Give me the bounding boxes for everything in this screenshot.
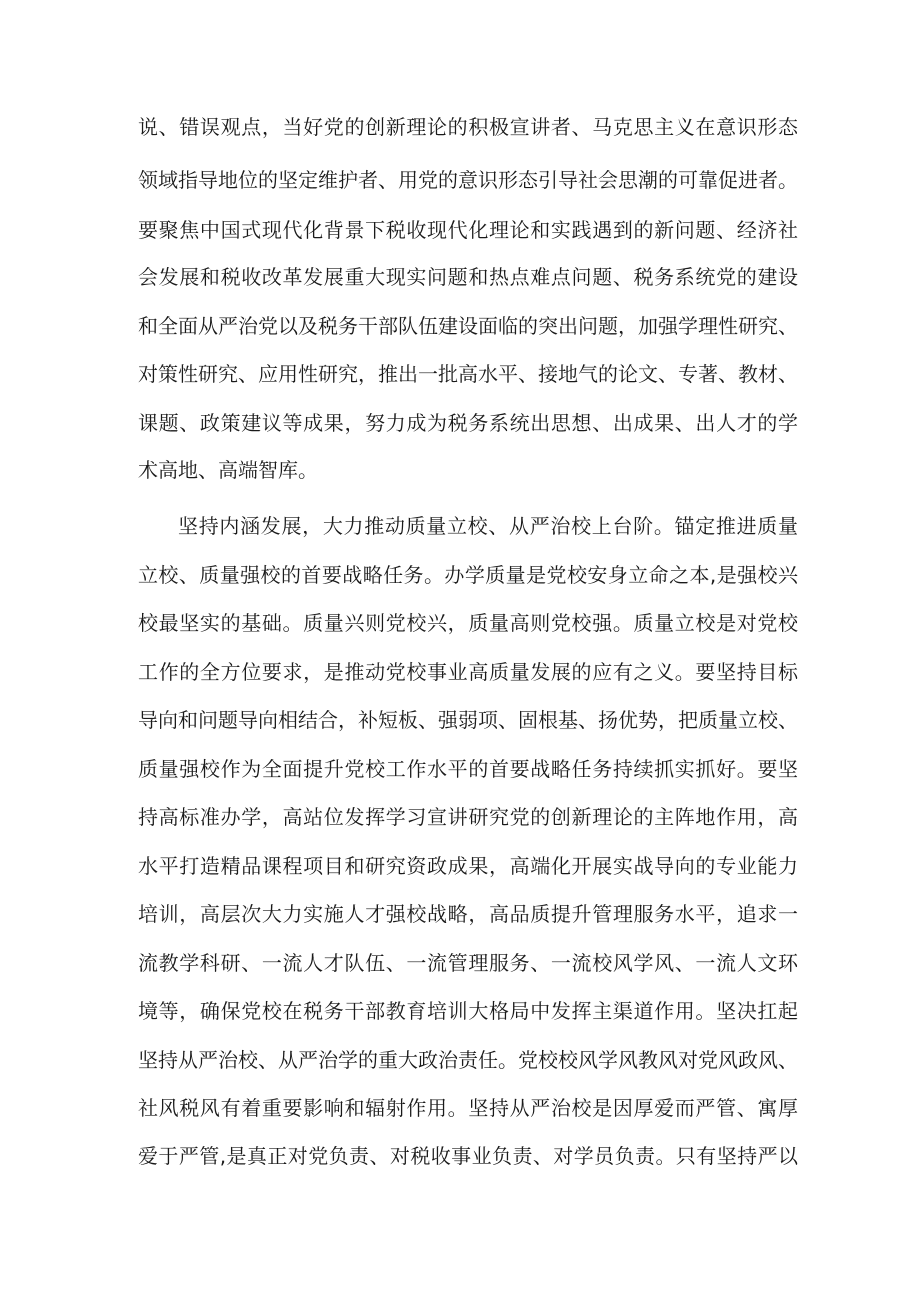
text-line: 坚持从严治校、从严治学的重大政治责任。党校校风学风教风对党风政风、	[138, 1048, 798, 1072]
text-line: 术高地、高端智库。	[138, 458, 318, 482]
text-line: 爱于严管,是真正对党负责、对税收事业负责、对学员负责。只有坚持严以	[138, 1144, 798, 1168]
text-line: 工作的全方位要求，是推动党校事业高质量发展的应有之义。要坚持目标	[138, 660, 798, 684]
text-line: 水平打造精品课程项目和研究资政成果，高端化开展实战导向的专业能力	[138, 854, 798, 878]
text-line: 会发展和税收改革发展重大现实问题和热点难点问题、税务系统党的建设	[138, 265, 798, 289]
text-line: 领域指导地位的坚定维护者、用党的意识形态引导社会思潮的可靠促进者。	[138, 168, 798, 192]
text-line: 持高标准办学，高站位发挥学习宣讲研究党的创新理论的主阵地作用，高	[138, 805, 798, 829]
text-line: 坚持内涵发展，大力推动质量立校、从严治校上台阶。锚定推进质量	[178, 514, 798, 538]
text-line: 立校、质量强校的首要战略任务。办学质量是党校安身立命之本,是强校兴	[138, 563, 798, 587]
text-line: 培训，高层次大力实施人才强校战略，高品质提升管理服务水平，追求一	[138, 902, 798, 926]
text-line: 和全面从严治党以及税务干部队伍建设面临的突出问题，加强学理性研究、	[138, 314, 798, 338]
text-line: 导向和问题导向相结合，补短板、强弱项、固根基、扬优势，把质量立校、	[138, 708, 798, 732]
text-line: 课题、政策建议等成果，努力成为税务系统出思想、出成果、出人才的学	[138, 411, 798, 435]
text-line: 要聚焦中国式现代化背景下税收现代化理论和实践遇到的新问题、经济社	[138, 218, 798, 242]
text-line: 境等，确保党校在税务干部教育培训大格局中发挥主渠道作用。坚决扛起	[138, 999, 798, 1023]
text-line: 社风税风有着重要影响和辐射作用。坚持从严治校是因厚爱而严管、寓厚	[138, 1096, 798, 1120]
text-line: 说、错误观点，当好党的创新理论的积极宣讲者、马克思主义在意识形态	[138, 115, 798, 139]
text-line: 质量强校作为全面提升党校工作水平的首要战略任务持续抓实抓好。要坚	[138, 757, 798, 781]
text-line: 对策性研究、应用性研究，推出一批高水平、接地气的论文、专著、教材、	[138, 362, 798, 386]
text-line: 流教学科研、一流人才队伍、一流管理服务、一流校风学风、一流人文环	[138, 951, 798, 975]
text-line: 校最坚实的基础。质量兴则党校兴，质量高则党校强。质量立校是对党校	[138, 611, 798, 635]
